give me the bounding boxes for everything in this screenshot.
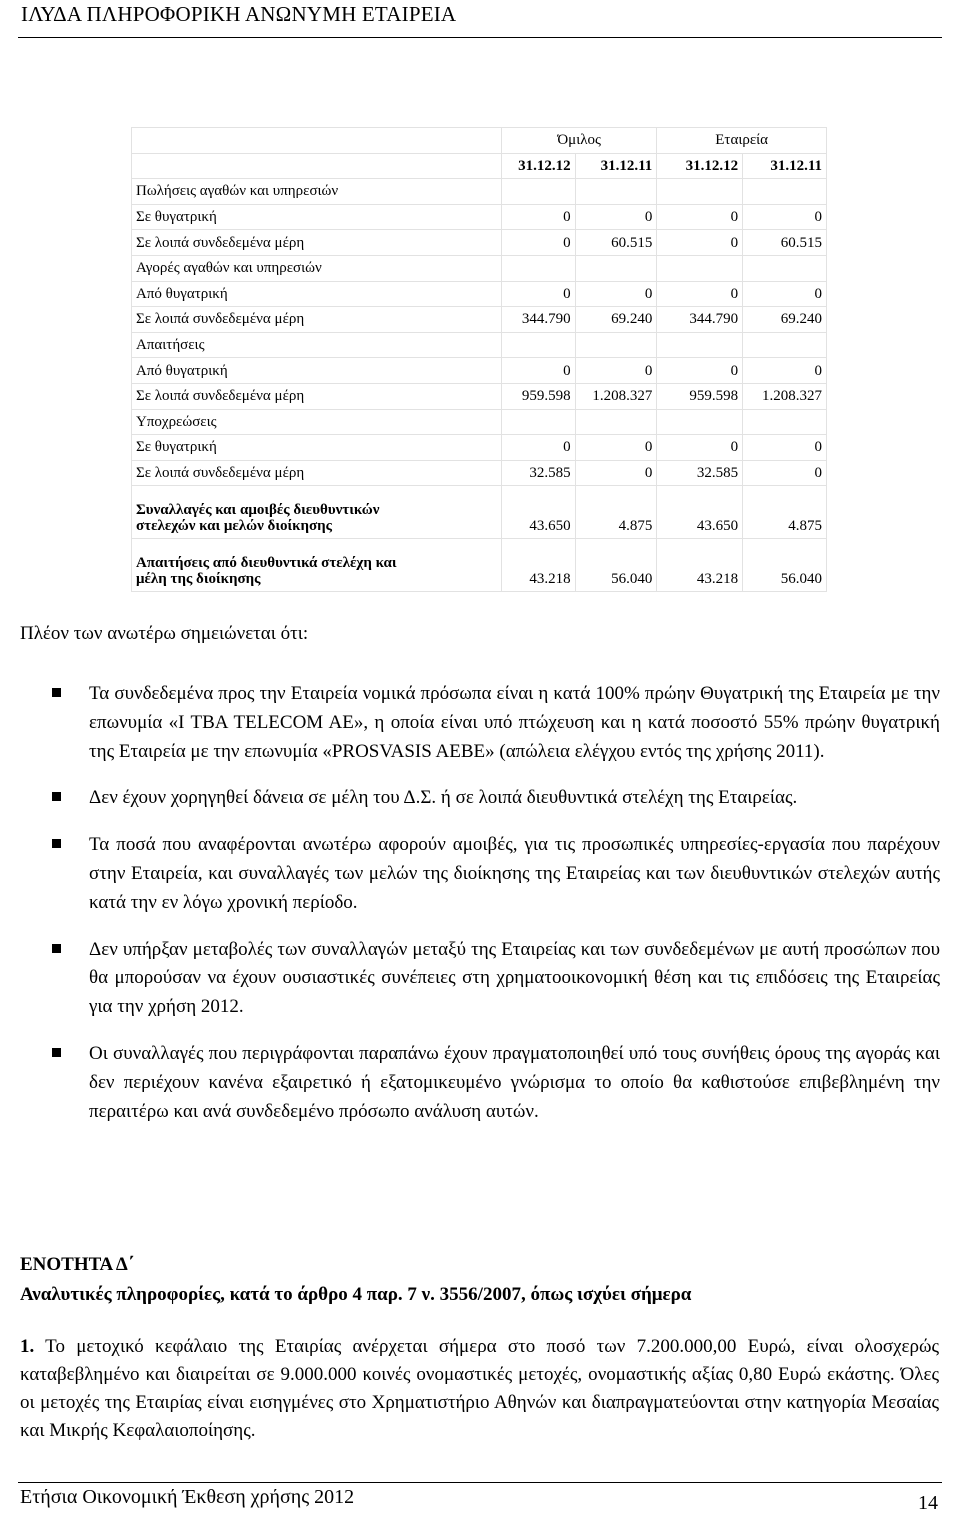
table-row xyxy=(132,486,827,539)
cell-value: 69.240 xyxy=(575,307,657,333)
cell-value: 56.040 xyxy=(575,539,657,592)
group-header: Όμιλος xyxy=(501,128,656,154)
cell-value: 0 xyxy=(657,358,743,384)
row-label-line: μέλη της διοίκησης xyxy=(136,571,261,588)
list-item xyxy=(52,680,940,766)
cell-value xyxy=(657,409,743,435)
row-label: Από θυγατρική xyxy=(132,281,502,307)
cell-value: 43.650 xyxy=(657,486,743,539)
cell-value: 0 xyxy=(743,204,827,230)
section-subtitle: Αναλυτικές πληροφορίες, κατά το άρθρο 4 παρ. 7 ν. 3556/2007, όπως ισχύει σήμερα xyxy=(20,1284,692,1305)
paragraph-number: 1. xyxy=(20,1336,35,1357)
date-header: 31.12.11 xyxy=(575,153,657,179)
cell-value: 0 xyxy=(501,358,575,384)
square-bullet-icon xyxy=(52,792,61,801)
cell-value xyxy=(575,179,657,205)
cell-value xyxy=(743,332,827,358)
row-label: Σε λοιπά συνδεδεμένα μέρη xyxy=(132,383,502,409)
cell-value: 344.790 xyxy=(657,307,743,333)
cell-value: 69.240 xyxy=(743,307,827,333)
cell-value xyxy=(657,179,743,205)
header-divider xyxy=(18,37,942,38)
square-bullet-icon xyxy=(52,944,61,953)
cell-value: 0 xyxy=(501,435,575,461)
cell-value: 0 xyxy=(575,204,657,230)
table-row xyxy=(132,383,827,409)
table-row xyxy=(132,332,827,358)
bullet-list xyxy=(52,680,940,1144)
row-label: Υποχρεώσεις xyxy=(132,409,502,435)
footer-text: Ετήσια Οικονομική Έκθεση χρήσης 2012 xyxy=(20,1486,355,1508)
list-item xyxy=(52,1040,940,1126)
table-row xyxy=(132,539,827,592)
cell-value xyxy=(743,409,827,435)
row-label-line: Συναλλαγές και αμοιβές διευθυντικών xyxy=(136,502,380,519)
cell-value: 60.515 xyxy=(575,230,657,256)
cell-value: 0 xyxy=(501,204,575,230)
bullet-text: Οι συναλλαγές που περιγράφονται παραπάνω έχουν πραγματοποιηθεί υπό τους συνήθεις όρους της αγοράς και δεν περιέχουν κανένα εξαιρετικό ή εξατομικευμένο γνώρισμα το οποίο θα καθιστούσε επιβεβλημένη την περαιτέρω και ανά συνδεδεμένο πρόσωπο ανάλυση αυτών. xyxy=(89,1042,940,1122)
cell-value: 1.208.327 xyxy=(575,383,657,409)
related-party-table xyxy=(131,127,827,592)
cell-value xyxy=(657,332,743,358)
page-number: 14 xyxy=(918,1492,938,1514)
row-label: Σε θυγατρική xyxy=(132,435,502,461)
table-row xyxy=(132,281,827,307)
table-row xyxy=(132,358,827,384)
date-header: 31.12.12 xyxy=(501,153,575,179)
cell-value xyxy=(575,332,657,358)
cell-value xyxy=(575,255,657,281)
cell-value xyxy=(743,255,827,281)
cell-value xyxy=(657,255,743,281)
cell-value: 0 xyxy=(501,230,575,256)
row-label: Σε λοιπά συνδεδεμένα μέρη xyxy=(132,307,502,333)
paragraph-text: Το μετοχικό κεφάλαιο της Εταιρίας ανέρχεται σήμερα στο ποσό των 7.200.000,00 Ευρώ, είναι ολοσχερώς καταβεβλημένο και διαιρείται σε 9.000.000 κοινές ονομαστικές μετοχές, ονομαστικής αξίας 0,80 Ευρώ εκάστης. Όλες οι μετοχές της Εταιρίας είναι εισηγμένες στο Χρηματιστήριο Αθηνών και διαπραγματεύονται στην κατηγορία Μεσαίας και Μικρής Κεφαλαιοποίησης. xyxy=(20,1336,939,1441)
cell-value: 0 xyxy=(575,281,657,307)
row-label: Σε θυγατρική xyxy=(132,204,502,230)
note-intro: Πλέον των ανωτέρω σημειώνεται ότι: xyxy=(20,623,309,644)
cell-value: 0 xyxy=(575,435,657,461)
cell-value: 0 xyxy=(657,281,743,307)
cell-value: 43.218 xyxy=(501,539,575,592)
square-bullet-icon xyxy=(52,1048,61,1057)
date-header: 31.12.12 xyxy=(657,153,743,179)
cell-value xyxy=(501,179,575,205)
cell-value: 60.515 xyxy=(743,230,827,256)
document-header-title: ΙΛΥΔΑ ΠΛΗΡΟΦΟΡΙΚΗ ΑΝΩΝΥΜΗ ΕΤΑΙΡΕΙΑ xyxy=(21,2,457,26)
cell-value xyxy=(501,409,575,435)
cell-value: 959.598 xyxy=(501,383,575,409)
list-item xyxy=(52,831,940,917)
table-row xyxy=(132,409,827,435)
cell-value: 0 xyxy=(657,230,743,256)
table-row xyxy=(132,460,827,486)
cell-value: 32.585 xyxy=(657,460,743,486)
table-dates-row xyxy=(132,153,827,179)
company-header: Εταιρεία xyxy=(657,128,827,154)
row-label-line: στελεχών και μελών διοίκησης xyxy=(136,518,332,535)
footer-divider xyxy=(18,1482,942,1483)
cell-value: 0 xyxy=(743,460,827,486)
cell-value: 4.875 xyxy=(575,486,657,539)
cell-value: 0 xyxy=(743,435,827,461)
list-item xyxy=(52,784,940,813)
cell-value: 1.208.327 xyxy=(743,383,827,409)
bullet-text: Δεν υπήρξαν μεταβολές των συναλλαγών μεταξύ της Εταιρείας και των συνδεδεμένων με αυτή προσώπων που θα μπορούσαν να έχουν ουσιαστικές συνέπειες στη χρηματοοικονομική θέση και τις επιδόσεις της Εταιρείας για την χρήση 2012. xyxy=(89,938,940,1018)
bullet-text: Δεν έχουν χορηγηθεί δάνεια σε μέλη του Δ.Σ. ή σε λοιπά διευθυντικά στελέχη της Εταιρείας. xyxy=(89,787,798,809)
cell-value xyxy=(743,179,827,205)
cell-value: 0 xyxy=(575,460,657,486)
cell-value: 959.598 xyxy=(657,383,743,409)
row-label: Απαιτήσεις xyxy=(132,332,502,358)
square-bullet-icon xyxy=(52,688,61,697)
cell-value: 0 xyxy=(501,281,575,307)
row-label xyxy=(132,539,502,592)
table-header-row xyxy=(132,128,827,154)
date-header: 31.12.11 xyxy=(743,153,827,179)
cell-value: 0 xyxy=(657,204,743,230)
cell-value: 0 xyxy=(743,358,827,384)
row-label: Σε λοιπά συνδεδεμένα μέρη xyxy=(132,460,502,486)
cell-value: 344.790 xyxy=(501,307,575,333)
section-heading xyxy=(20,1250,691,1310)
table-row xyxy=(132,204,827,230)
cell-value: 4.875 xyxy=(743,486,827,539)
row-label: Σε λοιπά συνδεδεμένα μέρη xyxy=(132,230,502,256)
square-bullet-icon xyxy=(52,839,61,848)
table-header-empty xyxy=(132,128,502,154)
cell-value: 43.218 xyxy=(657,539,743,592)
table-row xyxy=(132,255,827,281)
table-row xyxy=(132,307,827,333)
cell-value xyxy=(501,255,575,281)
row-label-line: Απαιτήσεις από διευθυντικά στελέχη και xyxy=(136,555,397,572)
table-header-empty xyxy=(132,153,502,179)
cell-value xyxy=(501,332,575,358)
bullet-text: Τα συνδεδεμένα προς την Εταιρεία νομικά πρόσωπα είναι η κατά 100% πρώην Θυγατρική της Εταιρεία με την επωνυμία «I TBA TELECOM AE», η οποία είναι υπό πτώχευση και η κατά ποσοστό 55% πρώην θυγατρική της Εταιρεία με την επωνυμία «PROSVASIS AEBE» (απώλεια ελέγχου εντός της χρήσης 2011). xyxy=(89,683,940,762)
cell-value: 0 xyxy=(743,281,827,307)
cell-value: 0 xyxy=(575,358,657,384)
table-row xyxy=(132,179,827,205)
cell-value: 43.650 xyxy=(501,486,575,539)
section-title: ΕΝΟΤΗΤΑ Δ΄ xyxy=(20,1254,135,1275)
row-label: Αγορές αγαθών και υπηρεσιών xyxy=(132,255,502,281)
cell-value: 0 xyxy=(657,435,743,461)
paragraph-1 xyxy=(20,1333,939,1445)
cell-value: 56.040 xyxy=(743,539,827,592)
table-row xyxy=(132,435,827,461)
cell-value: 32.585 xyxy=(501,460,575,486)
list-item xyxy=(52,936,940,1022)
bullet-text: Τα ποσά που αναφέρονται ανωτέρω αφορούν αμοιβές, για τις προσωπικές υπηρεσίες-εργασία που παρέχουν στην Εταιρεία, και συναλλαγές των μελών της διοίκησης της Εταιρείας και των διευθυντικών στελεχών αυτής κατά την εν λόγω χρονική περίοδο. xyxy=(89,834,940,913)
table-row xyxy=(132,230,827,256)
row-label: Από θυγατρική xyxy=(132,358,502,384)
row-label: Πωλήσεις αγαθών και υπηρεσιών xyxy=(132,179,502,205)
cell-value xyxy=(575,409,657,435)
row-label xyxy=(132,486,502,539)
